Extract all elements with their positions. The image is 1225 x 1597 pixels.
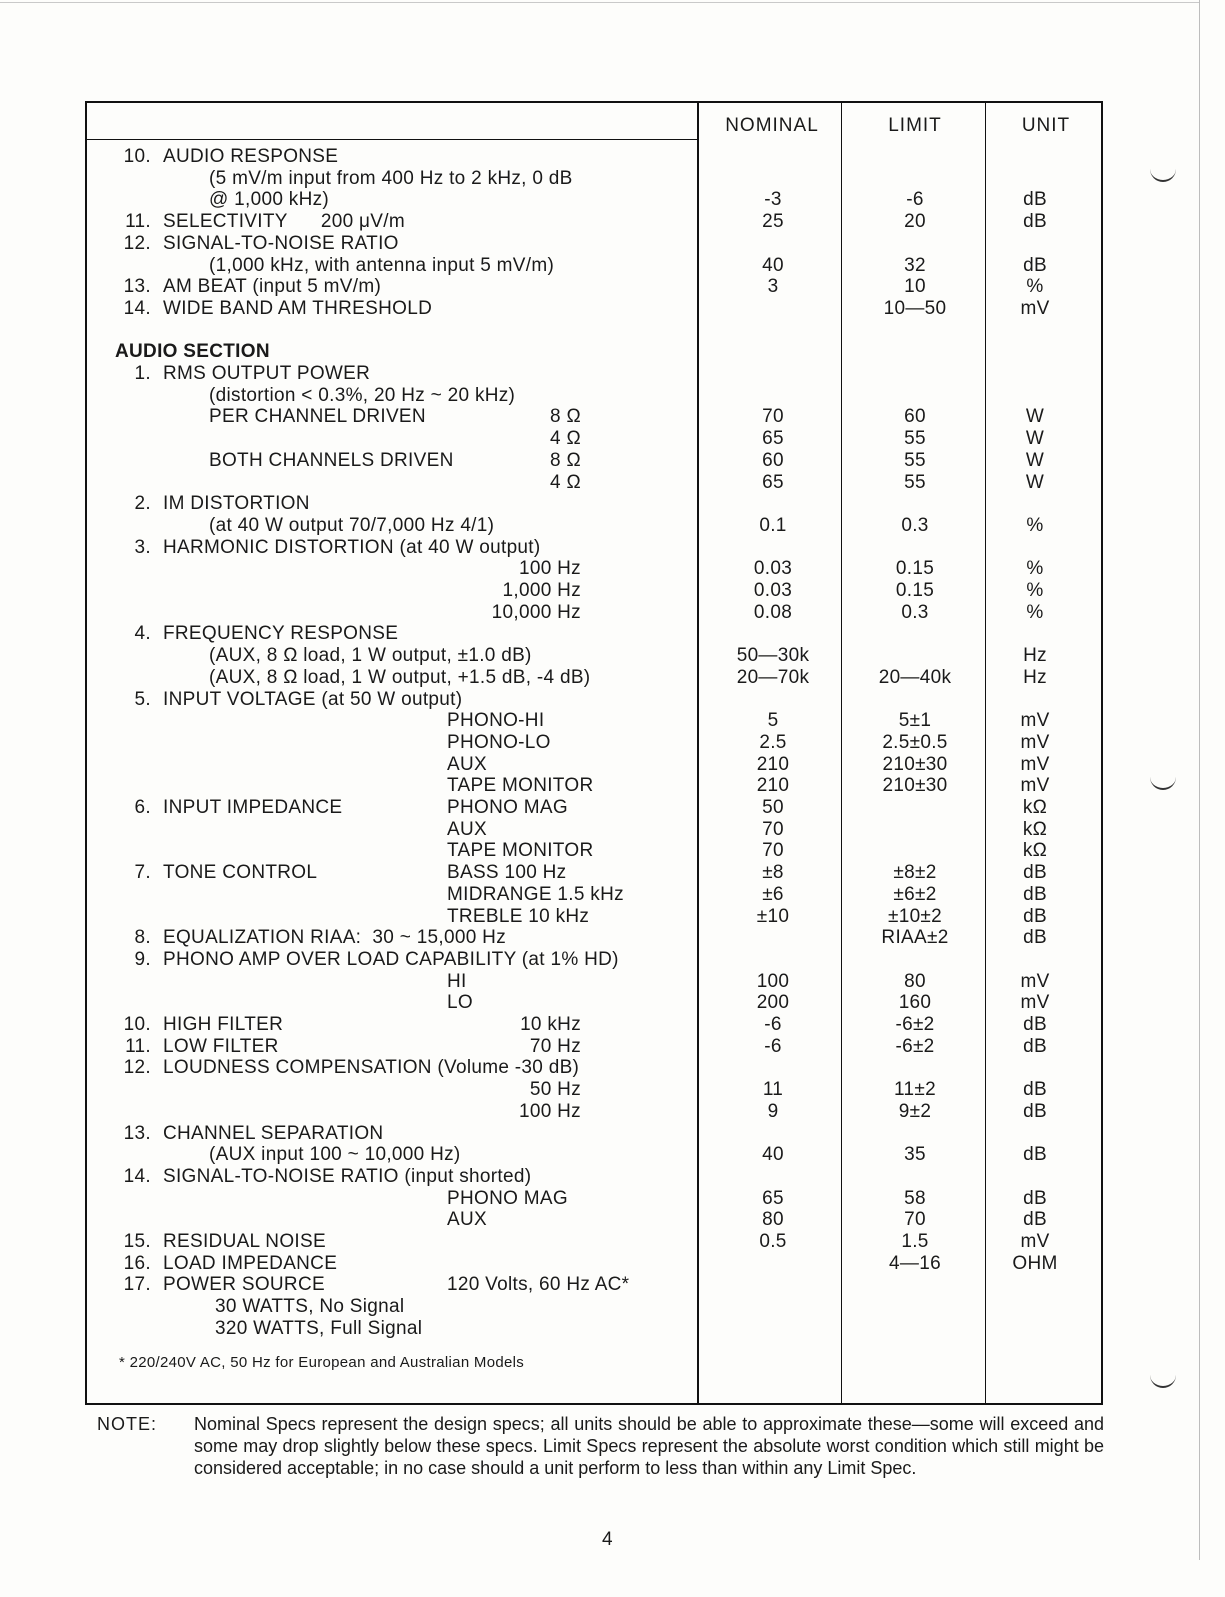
- spec-cell-limit: 55: [904, 449, 926, 471]
- spec-cell-unit: mV: [1020, 710, 1050, 732]
- spec-cell-unit: mV: [1020, 992, 1050, 1014]
- spec-cell-mid: TAPE MONITOR: [447, 840, 594, 862]
- spec-cell-unit: mV: [1020, 775, 1050, 797]
- spec-cell-label: TONE CONTROL: [163, 862, 318, 884]
- spec-cell-unit: %: [1026, 601, 1044, 623]
- spec-cell-nominal: -6: [764, 1035, 782, 1057]
- spec-cell-limit: ±6±2: [893, 883, 937, 905]
- spec-cell-num: 8.: [134, 927, 151, 949]
- binder-hole-mark: [1150, 1372, 1176, 1388]
- spec-cell-limit: 20: [904, 211, 926, 233]
- spec-cell-nominal: 0.5: [759, 1231, 787, 1252]
- spec-cell-unit: dB: [1023, 1100, 1047, 1122]
- table-border-top: [85, 101, 1103, 103]
- binder-hole-mark: [1150, 774, 1176, 790]
- spec-cell-right: 8 Ω: [550, 449, 581, 471]
- spec-cell-label: AUDIO RESPONSE: [163, 146, 339, 167]
- spec-cell-limit: 0.3: [901, 601, 929, 623]
- spec-cell-limit: 10—50: [883, 297, 947, 319]
- spec-cell-num: 10.: [123, 1014, 151, 1035]
- spec-cell-limit: 0.15: [895, 558, 935, 580]
- spec-cell-sub: (AUX, 8 Ω load, 1 W output, ±1.0 dB): [209, 645, 532, 667]
- spec-cell-sub: (distortion < 0.3%, 20 Hz ~ 20 kHz): [209, 384, 516, 406]
- spec-cell-num: 14.: [123, 297, 151, 319]
- spec-cell-unit: %: [1026, 514, 1044, 536]
- spec-cell-label: HARMONIC DISTORTION (at 40 W output): [163, 536, 541, 558]
- spec-cell-limit: 1.5: [901, 1231, 929, 1252]
- spec-cell-unit: dB: [1023, 1144, 1047, 1166]
- header-nominal: NOMINAL: [725, 115, 819, 136]
- spec-cell-num: 13.: [123, 276, 151, 298]
- spec-cell-num: 9.: [134, 948, 151, 970]
- spec-cell-label: POWER SOURCE: [163, 1274, 325, 1296]
- spec-cell-num: 11.: [125, 1035, 151, 1057]
- spec-cell-nominal: 0.1: [759, 514, 787, 536]
- spec-cell-mid: PHONO MAG: [447, 1187, 568, 1209]
- spec-cell-limit: 5±1: [898, 710, 932, 732]
- spec-cell-unit: dB: [1023, 1014, 1047, 1035]
- spec-cell-num: 3.: [134, 536, 151, 558]
- spec-cell-limit: -6±2: [895, 1035, 935, 1057]
- spec-cell-unit: Hz: [1023, 666, 1047, 688]
- spec-cell-num: 6.: [134, 797, 151, 818]
- spec-cell-num: 15.: [123, 1231, 151, 1252]
- spec-cell-unit: W: [1025, 449, 1045, 471]
- spec-cell-limit: 11±2: [894, 1079, 936, 1101]
- spec-cell-nominal: 9: [767, 1100, 779, 1122]
- spec-cell-mid: TAPE MONITOR: [447, 775, 594, 797]
- table-border-left: [85, 101, 87, 1405]
- spec-cell-limit: 160: [898, 992, 932, 1014]
- spec-cell-label: FREQUENCY RESPONSE: [163, 623, 399, 645]
- spec-cell-right: 4 Ω: [550, 471, 581, 493]
- spec-cell-unit: dB: [1023, 1079, 1047, 1101]
- spec-cell-limit: 35: [904, 1144, 926, 1166]
- spec-cell-unit: W: [1025, 471, 1045, 493]
- spec-cell-nominal: 0.03: [753, 580, 793, 601]
- spec-cell-sub: PER CHANNEL DRIVEN: [209, 406, 426, 428]
- spec-cell-unit: kΩ: [1022, 818, 1048, 840]
- spec-cell-nominal: 40: [762, 1144, 784, 1166]
- spec-cell-nominal: 70: [762, 840, 784, 862]
- spec-cell-unit: W: [1025, 406, 1045, 428]
- binder-hole-mark: [1150, 166, 1176, 182]
- spec-cell-nominal: 2.5: [759, 731, 787, 753]
- spec-cell-label: AM BEAT (input 5 mV/m): [163, 276, 382, 298]
- spec-cell-label: INPUT IMPEDANCE: [163, 797, 343, 818]
- spec-cell-limit: -6±2: [895, 1014, 935, 1035]
- spec-cell-unit: mV: [1020, 1231, 1050, 1252]
- spec-table: [85, 101, 1103, 1405]
- spec-cell-num: 12.: [123, 232, 151, 254]
- spec-cell-limit: 0.15: [895, 580, 935, 601]
- spec-cell-nominal: 25: [762, 211, 784, 233]
- spec-cell-right: 4 Ω: [550, 428, 581, 450]
- spec-cell-mid: 120 Volts, 60 Hz AC*: [447, 1274, 630, 1296]
- spec-cell-unit: dB: [1023, 211, 1047, 233]
- spec-cell-nominal: 210: [756, 753, 790, 775]
- spec-cell-label: LOW FILTER: [163, 1035, 279, 1057]
- spec-cell-limit: 32: [904, 254, 926, 276]
- spec-cell-sub: (AUX, 8 Ω load, 1 W output, +1.5 dB, -4 dB): [209, 666, 591, 688]
- spec-cell-unit: dB: [1023, 905, 1047, 927]
- spec-cell-nominal: 70: [762, 406, 784, 428]
- spec-cell-sub: (5 mV/m input from 400 Hz to 2 kHz, 0 dB: [209, 167, 573, 189]
- spec-cell-mid: PHONO-HI: [447, 710, 545, 732]
- spec-cell-nominal: ±10: [756, 905, 790, 927]
- spec-cell-label: INPUT VOLTAGE (at 50 W output): [163, 688, 463, 710]
- spec-cell-sub: BOTH CHANNELS DRIVEN: [209, 449, 454, 471]
- spec-cell-limit: ±8±2: [893, 862, 937, 884]
- scan-edge-right: [1199, 0, 1200, 1560]
- spec-cell-mid: AUX: [447, 818, 487, 840]
- spec-cell-limit: 10: [904, 276, 926, 298]
- spec-cell-limit: 70: [904, 1209, 926, 1231]
- spec-cell-label: EQUALIZATION RIAA: 30 ~ 15,000 Hz: [163, 927, 507, 949]
- spec-cell-num: 2.: [134, 493, 151, 515]
- spec-cell-nominal: 60: [762, 449, 784, 471]
- spec-cell-num: 5.: [134, 688, 151, 710]
- spec-cell-label: RMS OUTPUT POWER: [163, 363, 371, 384]
- header-rule: [85, 139, 699, 140]
- spec-cell-limit: 2.5±0.5: [882, 731, 948, 753]
- spec-cell-mid: MIDRANGE 1.5 kHz: [447, 883, 624, 905]
- spec-cell-right: 50 Hz: [529, 1079, 581, 1101]
- spec-cell-mid: AUX: [447, 1209, 487, 1231]
- spec-cell-sub: @ 1,000 kHz): [209, 189, 330, 211]
- column-rule-nominal: [697, 101, 699, 1405]
- spec-cell-label: LOAD IMPEDANCE: [163, 1252, 338, 1274]
- spec-cell-label: SIGNAL-TO-NOISE RATIO: [163, 232, 399, 254]
- scan-edge-top: [0, 2, 1200, 3]
- spec-cell-limit: 20—40k: [878, 666, 952, 688]
- header-limit: LIMIT: [888, 115, 942, 136]
- spec-cell-limit: RIAA±2: [881, 927, 949, 949]
- header-unit: UNIT: [1021, 115, 1071, 136]
- spec-cell-nominal: 0.03: [753, 558, 793, 580]
- spec-cell-mid: LO: [447, 992, 473, 1014]
- spec-cell-label: PHONO AMP OVER LOAD CAPABILITY (at 1% HD): [163, 948, 619, 970]
- spec-cell-label: RESIDUAL NOISE: [163, 1231, 326, 1252]
- spec-cell-unit: Hz: [1023, 645, 1047, 667]
- spec-cell-unit: kΩ: [1022, 840, 1048, 862]
- spec-cell-num: 12.: [123, 1057, 151, 1079]
- spec-cell-mid: AUX: [447, 753, 487, 775]
- spec-cell-nominal: 80: [762, 1209, 784, 1231]
- spec-cell-num: 4.: [134, 623, 151, 645]
- spec-cell-nominal: 3: [767, 276, 779, 298]
- footnote: * 220/240V AC, 50 Hz for European and Australian Models: [119, 1354, 525, 1371]
- spec-cell-mid: HI: [447, 970, 467, 992]
- spec-cell-num: 14.: [123, 1165, 151, 1187]
- spec-cell-num: 11.: [125, 211, 151, 233]
- spec-cell-nominal: 50: [762, 797, 784, 818]
- spec-cell-num: 17.: [123, 1274, 151, 1296]
- spec-cell-nominal: 65: [762, 428, 784, 450]
- spec-cell-mid: PHONO MAG: [447, 797, 568, 818]
- spec-cell-limit: 55: [904, 428, 926, 450]
- spec-cell-limit: 210±30: [882, 753, 948, 775]
- spec-cell-limit: 60: [904, 406, 926, 428]
- spec-cell-unit: mV: [1020, 731, 1050, 753]
- spec-cell-unit: dB: [1023, 189, 1047, 211]
- spec-cell-limit: ±10±2: [887, 905, 943, 927]
- spec-cell-nominal: 100: [756, 970, 790, 992]
- page-number: 4: [602, 1529, 613, 1550]
- spec-cell-mid: PHONO-LO: [447, 731, 551, 753]
- note-text: Nominal Specs represent the design specs; all units should be able to approximate these—some will exceed and some may drop slightly below these specs. Limit Specs represent the absolute worst condition which still might be considered acceptable; in no case should a unit perform to less than within any Limit Spec.: [194, 1414, 1104, 1478]
- spec-cell-limit: -6: [906, 189, 924, 211]
- note-label: NOTE:: [97, 1414, 158, 1434]
- spec-cell-right: 100 Hz: [518, 1100, 581, 1122]
- spec-cell-sub: (at 40 W output 70/7,000 Hz 4/1): [209, 514, 495, 536]
- spec-cell-unit: dB: [1023, 254, 1047, 276]
- spec-cell-limit: 4—16: [889, 1252, 941, 1274]
- spec-cell-unit: dB: [1023, 1187, 1047, 1209]
- spec-cell-unit: dB: [1023, 1035, 1047, 1057]
- spec-cell-num: 1.: [134, 363, 151, 384]
- spec-cell-limit: 80: [904, 970, 926, 992]
- spec-cell-num: 7.: [134, 862, 151, 884]
- spec-cell-freq: 100 Hz: [518, 558, 581, 580]
- spec-cell-nominal: 20—70k: [736, 666, 810, 688]
- spec-cell-unit: %: [1026, 558, 1044, 580]
- spec-cell-sub2: 320 WATTS, Full Signal: [215, 1317, 423, 1339]
- spec-cell-limit: 58: [904, 1187, 926, 1209]
- spec-cell-mid: BASS 100 Hz: [447, 862, 567, 884]
- spec-cell-label: WIDE BAND AM THRESHOLD: [163, 297, 433, 319]
- spec-cell-mid: TREBLE 10 kHz: [447, 905, 590, 927]
- spec-cell-nominal: 210: [756, 775, 790, 797]
- spec-cell-limit: 210±30: [882, 775, 948, 797]
- spec-cell-unit: kΩ: [1022, 797, 1048, 818]
- spec-cell-unit: mV: [1020, 970, 1050, 992]
- spec-cell-limit: 55: [904, 471, 926, 493]
- spec-cell-unit: dB: [1023, 862, 1047, 884]
- spec-cell-num: 10.: [123, 146, 151, 167]
- spec-cell-freq: 1,000 Hz: [502, 580, 581, 601]
- spec-cell-label: HIGH FILTER: [163, 1014, 284, 1035]
- spec-cell-nominal: -3: [764, 189, 782, 211]
- spec-cell-right: 8 Ω: [550, 406, 581, 428]
- spec-cell-nominal: 0.08: [753, 601, 793, 623]
- spec-cell-unit: W: [1025, 428, 1045, 450]
- spec-cell-nominal: -6: [764, 1014, 782, 1035]
- spec-cell-sub: (AUX input 100 ~ 10,000 Hz): [209, 1144, 461, 1166]
- spec-cell-unit: %: [1026, 580, 1044, 601]
- spec-cell-nominal: 11: [762, 1079, 784, 1101]
- spec-cell-num: 13.: [123, 1122, 151, 1144]
- spec-cell-nominal: 65: [762, 471, 784, 493]
- spec-cell-label: CHANNEL SEPARATION: [163, 1122, 384, 1144]
- spec-cell-label: LOUDNESS COMPENSATION (Volume -30 dB): [163, 1057, 580, 1079]
- spec-cell-right: 70 Hz: [529, 1035, 581, 1057]
- table-border-bottom: [85, 1403, 1103, 1405]
- spec-cell-nominal: ±6: [762, 883, 784, 905]
- spec-cell-unit: dB: [1023, 1209, 1047, 1231]
- spec-cell-unit: dB: [1023, 927, 1047, 949]
- spec-cell-nominal: ±8: [762, 862, 784, 884]
- spec-cell-unit: OHM: [1012, 1252, 1058, 1274]
- spec-cell-right: 10 kHz: [520, 1014, 581, 1035]
- spec-cell-num: 16.: [123, 1252, 151, 1274]
- spec-cell-label: SELECTIVITY 200 μV/m: [163, 211, 405, 233]
- spec-cell-label: IM DISTORTION: [163, 493, 310, 515]
- spec-cell-unit: dB: [1023, 883, 1047, 905]
- spec-cell-limit: 0.3: [901, 514, 929, 536]
- spec-cell-freq: 10,000 Hz: [491, 601, 581, 623]
- spec-cell-nominal: 200: [756, 992, 790, 1014]
- spec-cell-section: AUDIO SECTION: [115, 341, 270, 363]
- spec-cell-unit: mV: [1020, 297, 1050, 319]
- spec-cell-sub: (1,000 kHz, with antenna input 5 mV/m): [209, 254, 555, 276]
- spec-cell-nominal: 40: [762, 254, 784, 276]
- spec-cell-label: SIGNAL-TO-NOISE RATIO (input shorted): [163, 1165, 532, 1187]
- spec-cell-nominal: 65: [762, 1187, 784, 1209]
- spec-cell-nominal: 70: [762, 818, 784, 840]
- spec-cell-unit: %: [1026, 276, 1044, 298]
- spec-cell-limit: 9±2: [898, 1100, 932, 1122]
- spec-cell-nominal: 50—30k: [736, 645, 810, 667]
- spec-cell-unit: mV: [1020, 753, 1050, 775]
- spec-cell-sub2: 30 WATTS, No Signal: [215, 1296, 405, 1318]
- spec-cell-nominal: 5: [767, 710, 779, 732]
